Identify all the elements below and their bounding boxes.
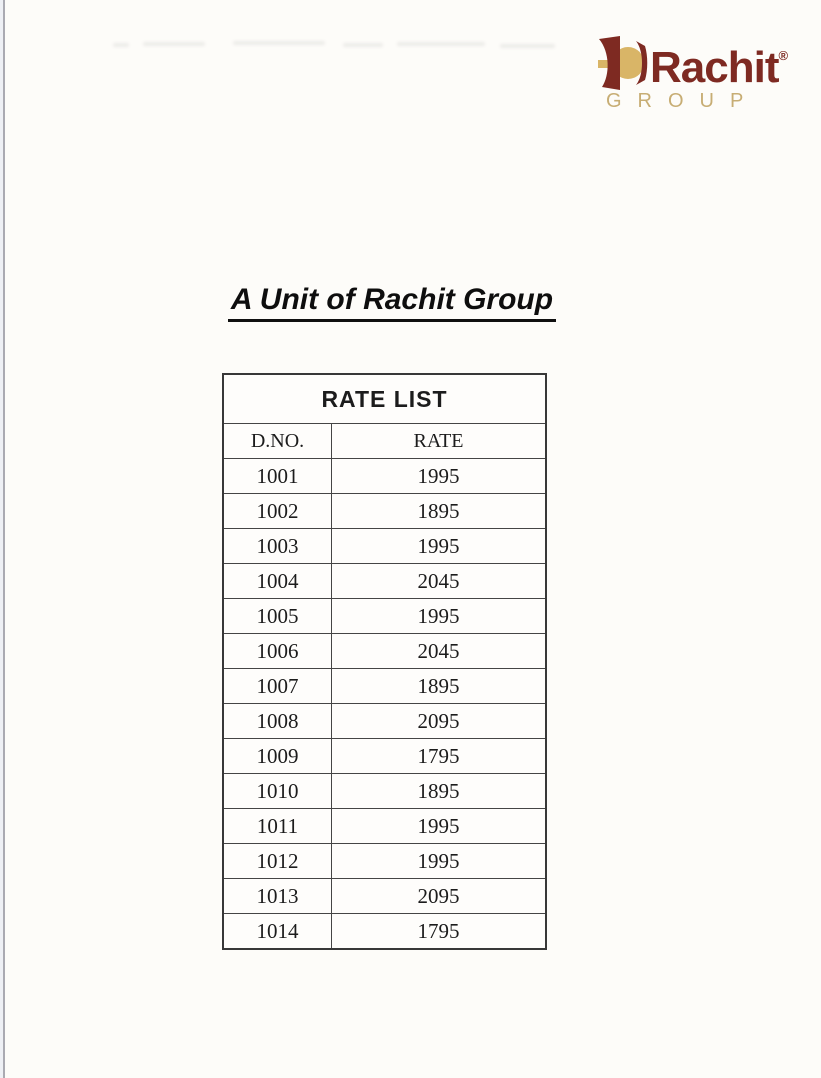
table-row [223,914,546,950]
table-row [223,459,546,494]
brand-name [650,36,789,92]
brand-text: Rachit [650,43,779,92]
table-row [223,739,546,774]
rate-cell: 2045 [332,634,547,669]
scan-edge-line [3,0,5,1078]
table-row [223,599,546,634]
table-row [223,494,546,529]
table-row [223,809,546,844]
dno-cell: 1007 [223,669,332,704]
rate-cell: 1895 [332,774,547,809]
rate-cell: 1995 [332,599,547,634]
page-title [222,283,562,322]
rate-cell: 1795 [332,739,547,774]
dno-cell: 1014 [223,914,332,950]
rate-table-body [223,459,546,950]
dno-cell: 1003 [223,529,332,564]
scan-smudge [143,42,205,46]
rate-cell: 1995 [332,459,547,494]
dno-cell: 1010 [223,774,332,809]
rate-table [222,373,547,950]
rate-cell: 2095 [332,704,547,739]
table-row [223,774,546,809]
page-title-text: A Unit of Rachit Group [228,283,556,322]
scan-smudge [397,42,485,46]
rate-cell: 1795 [332,914,547,950]
column-header-rate: RATE [332,424,547,459]
table-row [223,634,546,669]
dno-cell: 1004 [223,564,332,599]
table-row [223,564,546,599]
table-row [223,669,546,704]
dno-cell: 1013 [223,879,332,914]
dno-cell: 1011 [223,809,332,844]
table-row [223,529,546,564]
table-row [223,844,546,879]
rate-cell: 1995 [332,529,547,564]
dno-cell: 1005 [223,599,332,634]
rate-list-header: RATE LIST [223,374,546,424]
brand-subtitle: GROUP [606,90,760,112]
table-title-row [223,374,546,424]
registered-mark: ® [778,48,789,63]
scan-smudge [343,43,383,47]
scan-smudge [500,44,555,48]
cloth-mark-icon [598,36,648,90]
dno-cell: 1002 [223,494,332,529]
scan-smudge [113,43,129,47]
rate-cell: 1995 [332,809,547,844]
rachit-group-logo [598,36,798,110]
table-row [223,704,546,739]
dno-cell: 1008 [223,704,332,739]
dno-cell: 1012 [223,844,332,879]
rate-cell: 1895 [332,494,547,529]
column-header-row [223,424,546,459]
rate-cell: 1995 [332,844,547,879]
dno-cell: 1006 [223,634,332,669]
dno-cell: 1001 [223,459,332,494]
rate-cell: 2045 [332,564,547,599]
scan-smudge [233,41,325,45]
rate-cell: 1895 [332,669,547,704]
rate-cell: 2095 [332,879,547,914]
dno-cell: 1009 [223,739,332,774]
column-header-dno: D.NO. [223,424,332,459]
table-row [223,879,546,914]
